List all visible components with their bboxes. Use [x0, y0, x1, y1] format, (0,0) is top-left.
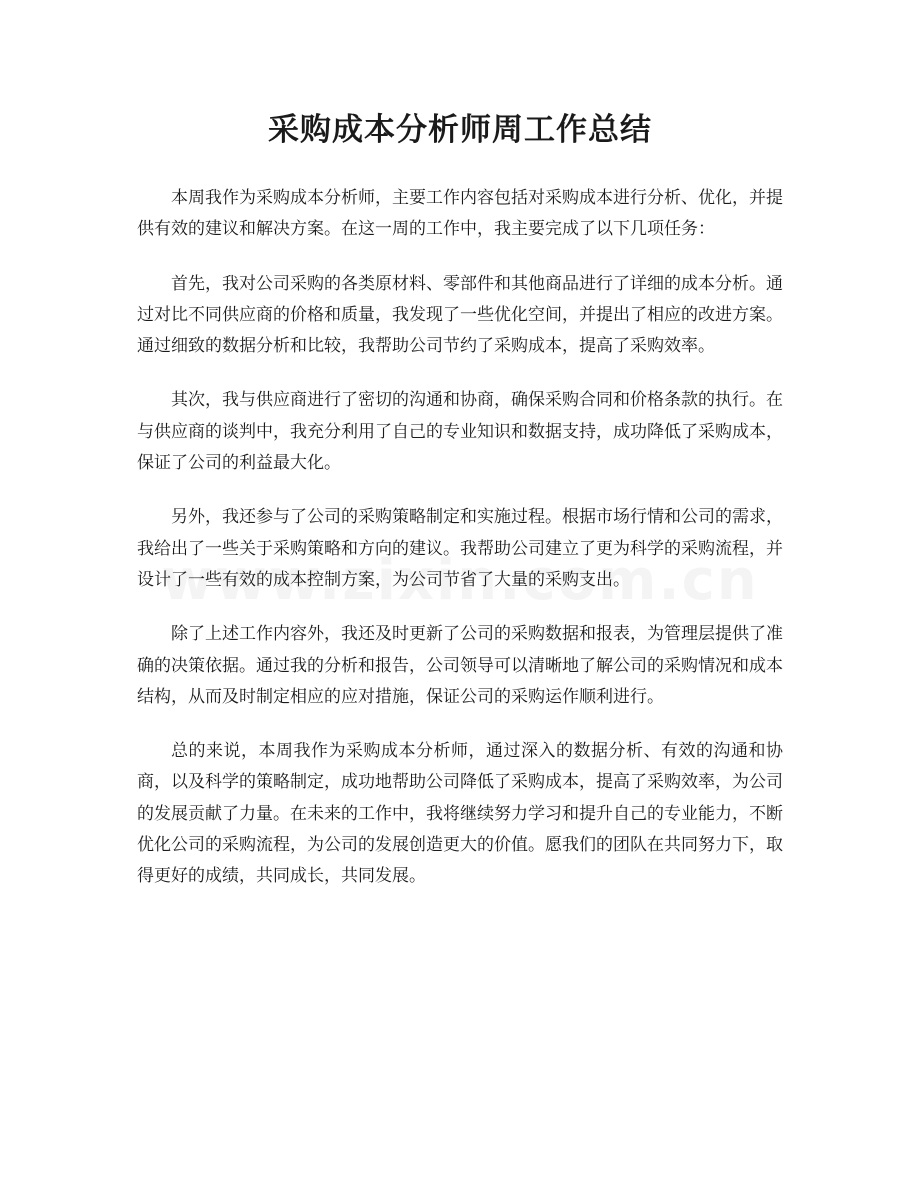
document-body	[137, 183, 783, 916]
page-title: 采购成本分析师周工作总结	[268, 112, 652, 148]
paragraph-reporting: 除了上述工作内容外，我还及时更新了公司的采购数据和报表，为管理层提供了准确的决策依据。通过我的分析和报告，公司领导可以清晰地了解公司的采购情况和成本结构，从而及时制定相应的应对措施，保证公司的采购运作顺利进行。	[137, 624, 783, 707]
paragraph-summary: 总的来说，本周我作为采购成本分析师，通过深入的数据分析、有效的沟通和协商，以及科学的策略制定，成功地帮助公司降低了采购成本，提高了采购效率，为公司的发展贡献了力量。在未来的工作中，我将继续努力学习和提升自己的专业能力，不断优化公司的采购流程，为公司的发展创造更大的价值。愿我们的团队在共同努力下，取得更好的成绩，共同成长，共同发展。	[137, 741, 783, 887]
paragraph-cost-analysis: 首先，我对公司采购的各类原材料、零部件和其他商品进行了详细的成本分析。通过对比不同供应商的价格和质量，我发现了一些优化空间，并提出了相应的改进方案。通过细致的数据分析和比较，我帮助公司节约了采购成本，提高了采购效率。	[137, 273, 783, 357]
paragraph-strategy: 另外，我还参与了公司的采购策略制定和实施过程。根据市场行情和公司的需求，我给出了一些关于采购策略和方向的建议。我帮助公司建立了更为科学的采购流程，并设计了一些有效的成本控制方案，为公司节省了大量的采购支出。	[137, 507, 783, 590]
paragraph-intro: 本周我作为采购成本分析师，主要工作内容包括对采购成本进行分析、优化，并提供有效的建议和解决方案。在这一周的工作中，我主要完成了以下几项任务：	[137, 188, 783, 240]
paragraph-supplier-negotiation: 其次，我与供应商进行了密切的沟通和协商，确保采购合同和价格条款的执行。在与供应商的谈判中，我充分利用了自己的专业知识和数据支持，成功降低了采购成本，保证了公司的利益最大化。	[137, 390, 783, 474]
